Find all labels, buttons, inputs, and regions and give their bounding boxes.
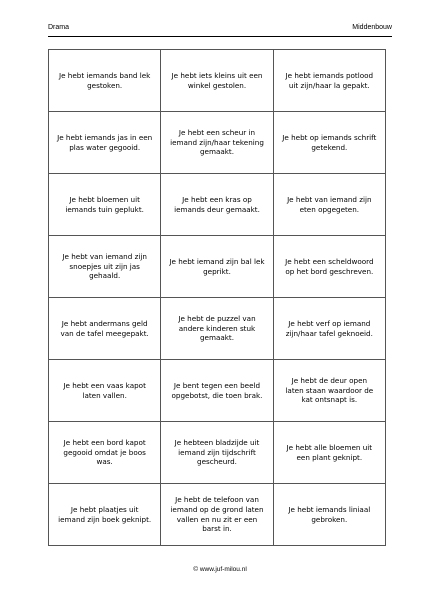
card: Je hebt een kras op iemands deur gemaakt. bbox=[161, 174, 273, 236]
card: Je hebteen bladzijde uit iemand zijn tijdschrift gescheurd. bbox=[161, 422, 273, 484]
card: Je hebt iemand zijn bal lek geprikt. bbox=[161, 236, 273, 298]
card: Je hebt een scheldwoord op het bord geschreven. bbox=[274, 236, 386, 298]
page-header bbox=[48, 24, 392, 36]
card: Je hebt iemands liniaal gebroken. bbox=[274, 484, 386, 546]
card: Je hebt verf op iemand zijn/haar tafel geknoeid. bbox=[274, 298, 386, 360]
header-divider bbox=[48, 36, 392, 37]
card: Je hebt de deur open laten staan waardoor de kat ontsnapt is. bbox=[274, 360, 386, 422]
card: Je hebt iemands jas in een plas water gegooid. bbox=[49, 112, 161, 174]
card: Je hebt een bord kapot gegooid omdat je boos was. bbox=[49, 422, 161, 484]
card: Je bent tegen een beeld opgebotst, die toen brak. bbox=[161, 360, 273, 422]
card: Je hebt bloemen uit iemands tuin geplukt. bbox=[49, 174, 161, 236]
card: Je hebt iets kleins uit een winkel gestolen. bbox=[161, 50, 273, 112]
card: Je hebt iemands potlood uit zijn/haar la gepakt. bbox=[274, 50, 386, 112]
card: Je hebt de puzzel van andere kinderen stuk gemaakt. bbox=[161, 298, 273, 360]
card: Je hebt een scheur in iemand zijn/haar tekening gemaakt. bbox=[161, 112, 273, 174]
footer-copyright: © www.juf-milou.nl bbox=[193, 566, 247, 573]
header-group: Middenbouw bbox=[352, 24, 392, 31]
card: Je hebt andermans geld van de tafel meegepakt. bbox=[49, 298, 161, 360]
card-grid bbox=[48, 49, 386, 546]
card: Je hebt de telefoon van iemand op de grond laten vallen en nu zit er een barst in. bbox=[161, 484, 273, 546]
card: Je hebt iemands band lek gestoken. bbox=[49, 50, 161, 112]
header-subject: Drama bbox=[48, 24, 70, 31]
card: Je hebt van iemand zijn snoepjes uit zijn jas gehaald. bbox=[49, 236, 161, 298]
card: Je hebt een vaas kapot laten vallen. bbox=[49, 360, 161, 422]
card: Je hebt van iemand zijn eten opgegeten. bbox=[274, 174, 386, 236]
card: Je hebt op iemands schrift getekend. bbox=[274, 112, 386, 174]
card: Je hebt plaatjes uit iemand zijn boek geknipt. bbox=[49, 484, 161, 546]
card: Je hebt alle bloemen uit een plant geknipt. bbox=[274, 422, 386, 484]
